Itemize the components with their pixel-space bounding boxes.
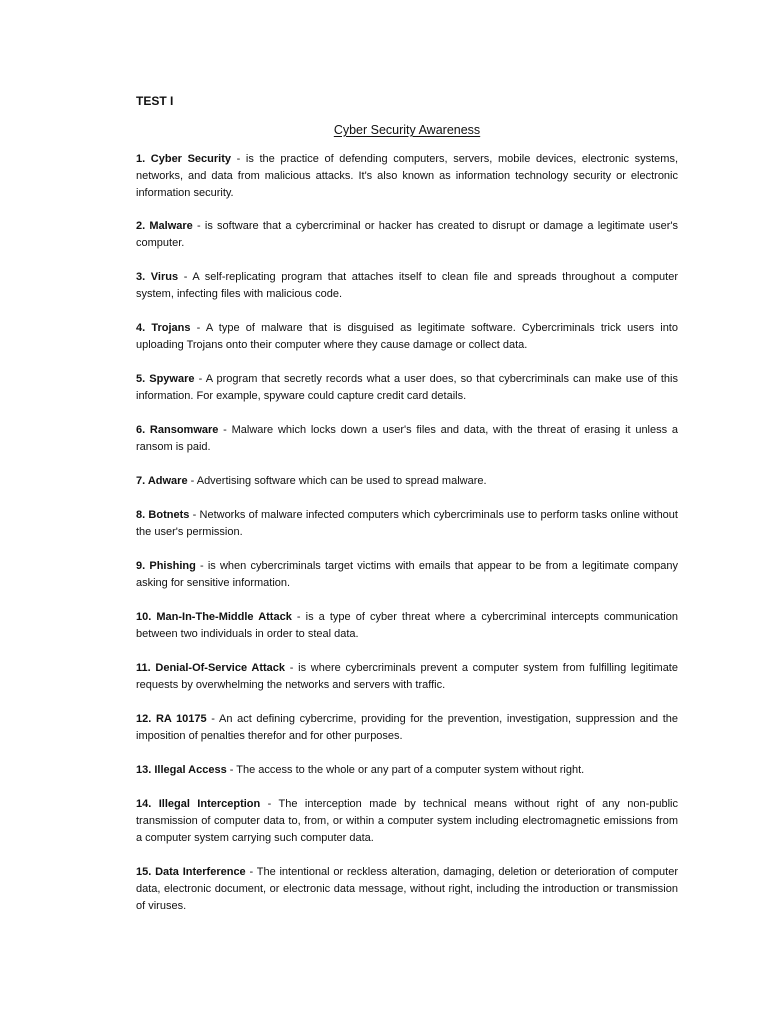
term-label: 8. Botnets <box>136 509 190 521</box>
definition-item <box>136 660 678 694</box>
term-definition: - The access to the whole or any part of a computer system without right. <box>226 764 585 776</box>
term-definition: - The intentional or reckless alteration, damaging, deletion or deterioration of computer data, electronic document, or electronic data message, without right, including the introduction or transmission of viruses. <box>136 866 678 912</box>
term-label: 11. Denial-Of-Service Attack <box>136 662 286 674</box>
term-label: 10. Man-In-The-Middle Attack <box>136 611 292 623</box>
definition-item <box>136 473 678 490</box>
term-definition: - Advertising software which can be used to spread malware. <box>187 475 487 487</box>
definition-item <box>136 269 678 303</box>
definition-item <box>136 507 678 541</box>
term-label: 12. RA 10175 <box>136 713 207 725</box>
term-definition: - is software that a cybercriminal or hacker has created to disrupt or damage a legitimate user's computer. <box>136 220 678 249</box>
term-definition: - is the practice of defending computers, servers, mobile devices, electronic systems, networks, and data from malicious attacks. It's also known as information technology security or electronic information security. <box>136 153 679 199</box>
term-label: 1. Cyber Security <box>136 153 231 165</box>
term-label: 14. Illegal Interception <box>136 798 261 810</box>
term-definition: - A self-replicating program that attaches itself to clean file and spreads throughout a computer system, infecting files with malicious code. <box>136 271 678 300</box>
term-definition: - A program that secretly records what a user does, so that cybercriminals can make use of this information. For example, spyware could capture credit card details. <box>136 373 678 402</box>
term-definition: - is a type of cyber threat where a cybercriminal intercepts communication between two individuals in order to steal data. <box>136 611 678 640</box>
definition-item <box>136 796 678 847</box>
definition-item <box>136 711 678 745</box>
title-text: Cyber Security Awareness <box>333 123 481 137</box>
term-definition: - Networks of malware infected computers which cybercriminals use to perform tasks online without the user's permission. <box>136 509 678 538</box>
definition-item <box>136 371 678 405</box>
test-heading: TEST I <box>136 94 174 108</box>
term-label: 4. Trojans <box>136 322 191 334</box>
term-definition: - An act defining cybercrime, providing for the prevention, investigation, suppression and the imposition of penalties therefor and for other purposes. <box>136 713 678 742</box>
definition-item <box>136 320 678 354</box>
definition-item <box>136 422 678 456</box>
definition-item <box>136 762 678 779</box>
definition-item <box>136 609 678 643</box>
term-definition: - is where cybercriminals prevent a computer system from fulfilling legitimate requests by overwhelming the networks and servers with traffic. <box>136 662 678 691</box>
term-label: 6. Ransomware <box>136 424 219 436</box>
definition-item <box>136 151 678 202</box>
term-definition: - is when cybercriminals target victims with emails that appear to be from a legitimate company asking for sensitive information. <box>136 560 678 589</box>
term-label: 9. Phishing <box>136 560 196 572</box>
term-label: 5. Spyware <box>136 373 195 385</box>
definition-item <box>136 558 678 592</box>
definition-item <box>136 864 678 915</box>
term-label: 3. Virus <box>136 271 179 283</box>
term-label: 15. Data Interference <box>136 866 246 878</box>
term-label: 7. Adware <box>136 475 188 487</box>
term-definition: - The interception made by technical means without right of any non-public transmission of computer data to, from, or within a computer system including electromagnetic emissions from a computer system carrying such computer data. <box>136 798 678 844</box>
term-label: 13. Illegal Access <box>136 764 227 776</box>
term-definition: - A type of malware that is disguised as legitimate software. Cybercriminals trick users into uploading Trojans onto their computer where they cause damage or collect data. <box>136 322 678 351</box>
definition-item <box>136 218 678 252</box>
term-label: 2. Malware <box>136 220 193 232</box>
term-definition: - Malware which locks down a user's files and data, with the threat of erasing it unless a ransom is paid. <box>136 424 679 453</box>
page-title <box>136 121 678 139</box>
